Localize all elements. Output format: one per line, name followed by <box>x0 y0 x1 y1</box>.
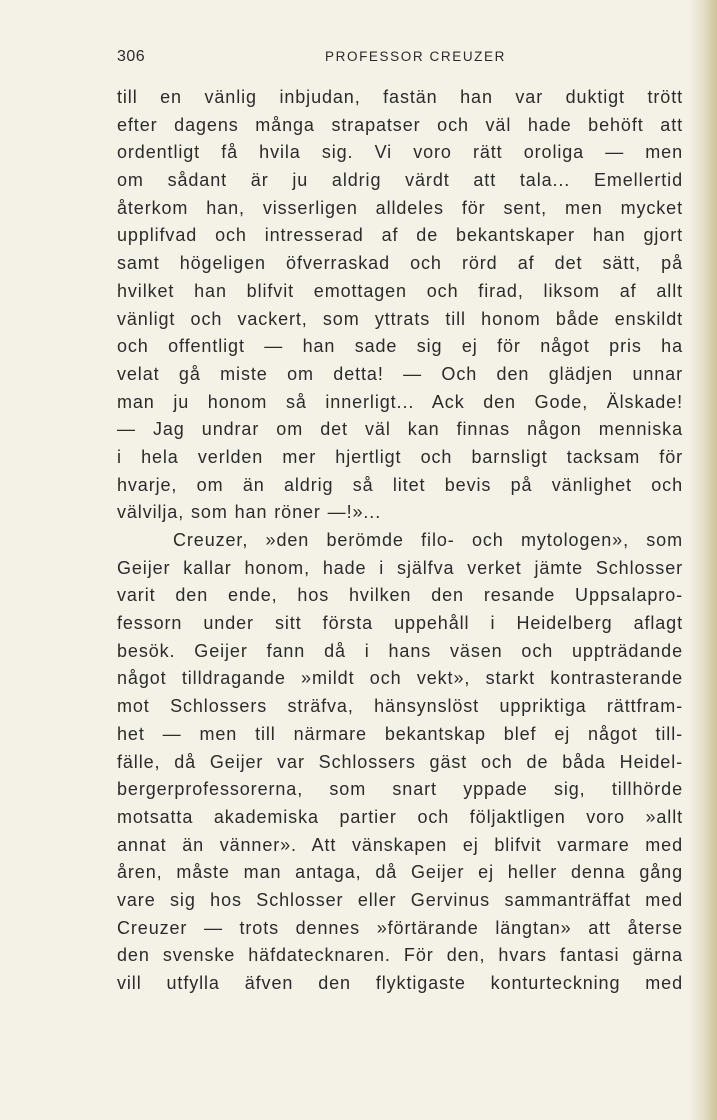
text-line: om sådant är ju aldrig värdt att tala... Emellertid <box>117 170 683 191</box>
text-line: hvarje, om än aldrig så litet bevis på vänlighet och <box>117 474 683 495</box>
text-line: ordentligt få hvila sig. Vi voro rätt oroliga — men <box>117 142 683 163</box>
text-line: Creuzer, »den berömde filo- och mytologen», som <box>173 530 683 550</box>
text-line: vare sig hos Schlosser eller Gervinus sammanträffat med <box>117 889 683 910</box>
text-line: vill utfylla äfven den flyktigaste konturteckning med <box>117 973 683 993</box>
text-line: åren, måste man antaga, då Geijer ej heller denna gång <box>117 862 683 883</box>
text-line: motsatta akademiska partier och följaktligen voro »allt <box>117 806 683 827</box>
text-line: något tilldragande »mildt och vekt», starkt kontrasterande <box>117 668 683 689</box>
text-line: fälle, då Geijer var Schlossers gäst och de båda Heidel- <box>117 751 683 772</box>
text-line: — Jag undrar om det väl kan finnas någon menniska <box>117 419 683 440</box>
text-line: samt högeligen öfverraskad och rörd af det sätt, på <box>117 253 683 274</box>
text-line: velat gå miste om detta! — Och den glädjen unnar <box>117 363 683 384</box>
text-line: annat än vänner». Att vänskapen ej blifvit varmare med <box>117 834 683 855</box>
text-line: het — men till närmare bekantskap blef ej något till- <box>117 723 683 744</box>
text-line: vänligt och vackert, som yttrats till honom både enskildt <box>117 308 683 329</box>
text-line: i hela verlden mer hjertligt och barnsligt tacksam för <box>117 446 683 467</box>
text-line: varit den ende, hos hvilken den resande Uppsalapro- <box>117 585 683 606</box>
text-line: mot Schlossers sträfva, hänsynslöst uppriktiga rättfram- <box>117 696 683 717</box>
page-header <box>117 48 682 70</box>
text-line: och offentligt — han sade sig ej för något pris ha <box>117 336 683 357</box>
page-number: 306 <box>117 48 146 65</box>
text-line: välvilja, som han röner —!»... <box>117 502 382 523</box>
running-head: PROFESSOR CREUZER <box>325 49 506 64</box>
text-line: man ju honom så innerligt... Ack den Gode, Älskade! <box>117 391 683 412</box>
text-line: Creuzer — trots dennes »förtärande längtan» att återse <box>117 917 683 938</box>
text-line: till en vänlig inbjudan, fastän han var duktigt trött <box>117 87 683 107</box>
text-line: efter dagens många strapatser och väl hade behöft att <box>117 114 683 135</box>
text-line: fessorn under sitt första uppehåll i Heidelberg aflagt <box>117 613 683 634</box>
text-line: Geijer kallar honom, hade i själfva verket jämte Schlosser <box>117 557 683 578</box>
text-line: hvilket han blifvit emottagen och firad, liksom af allt <box>117 280 683 301</box>
body-text <box>117 84 683 998</box>
text-line: återkom han, visserligen alldeles för sent, men mycket <box>117 197 683 218</box>
page-edge-shadow <box>689 0 717 1120</box>
text-line: bergerprofessorerna, som snart yppade sig, tillhörde <box>117 779 683 800</box>
text-line: upplifvad och intresserad af de bekantskaper han gjort <box>117 225 683 246</box>
text-line: den svenske häfdatecknaren. För den, hvars fantasi gärna <box>117 945 683 966</box>
text-line: besök. Geijer fann då i hans väsen och uppträdande <box>117 640 683 661</box>
